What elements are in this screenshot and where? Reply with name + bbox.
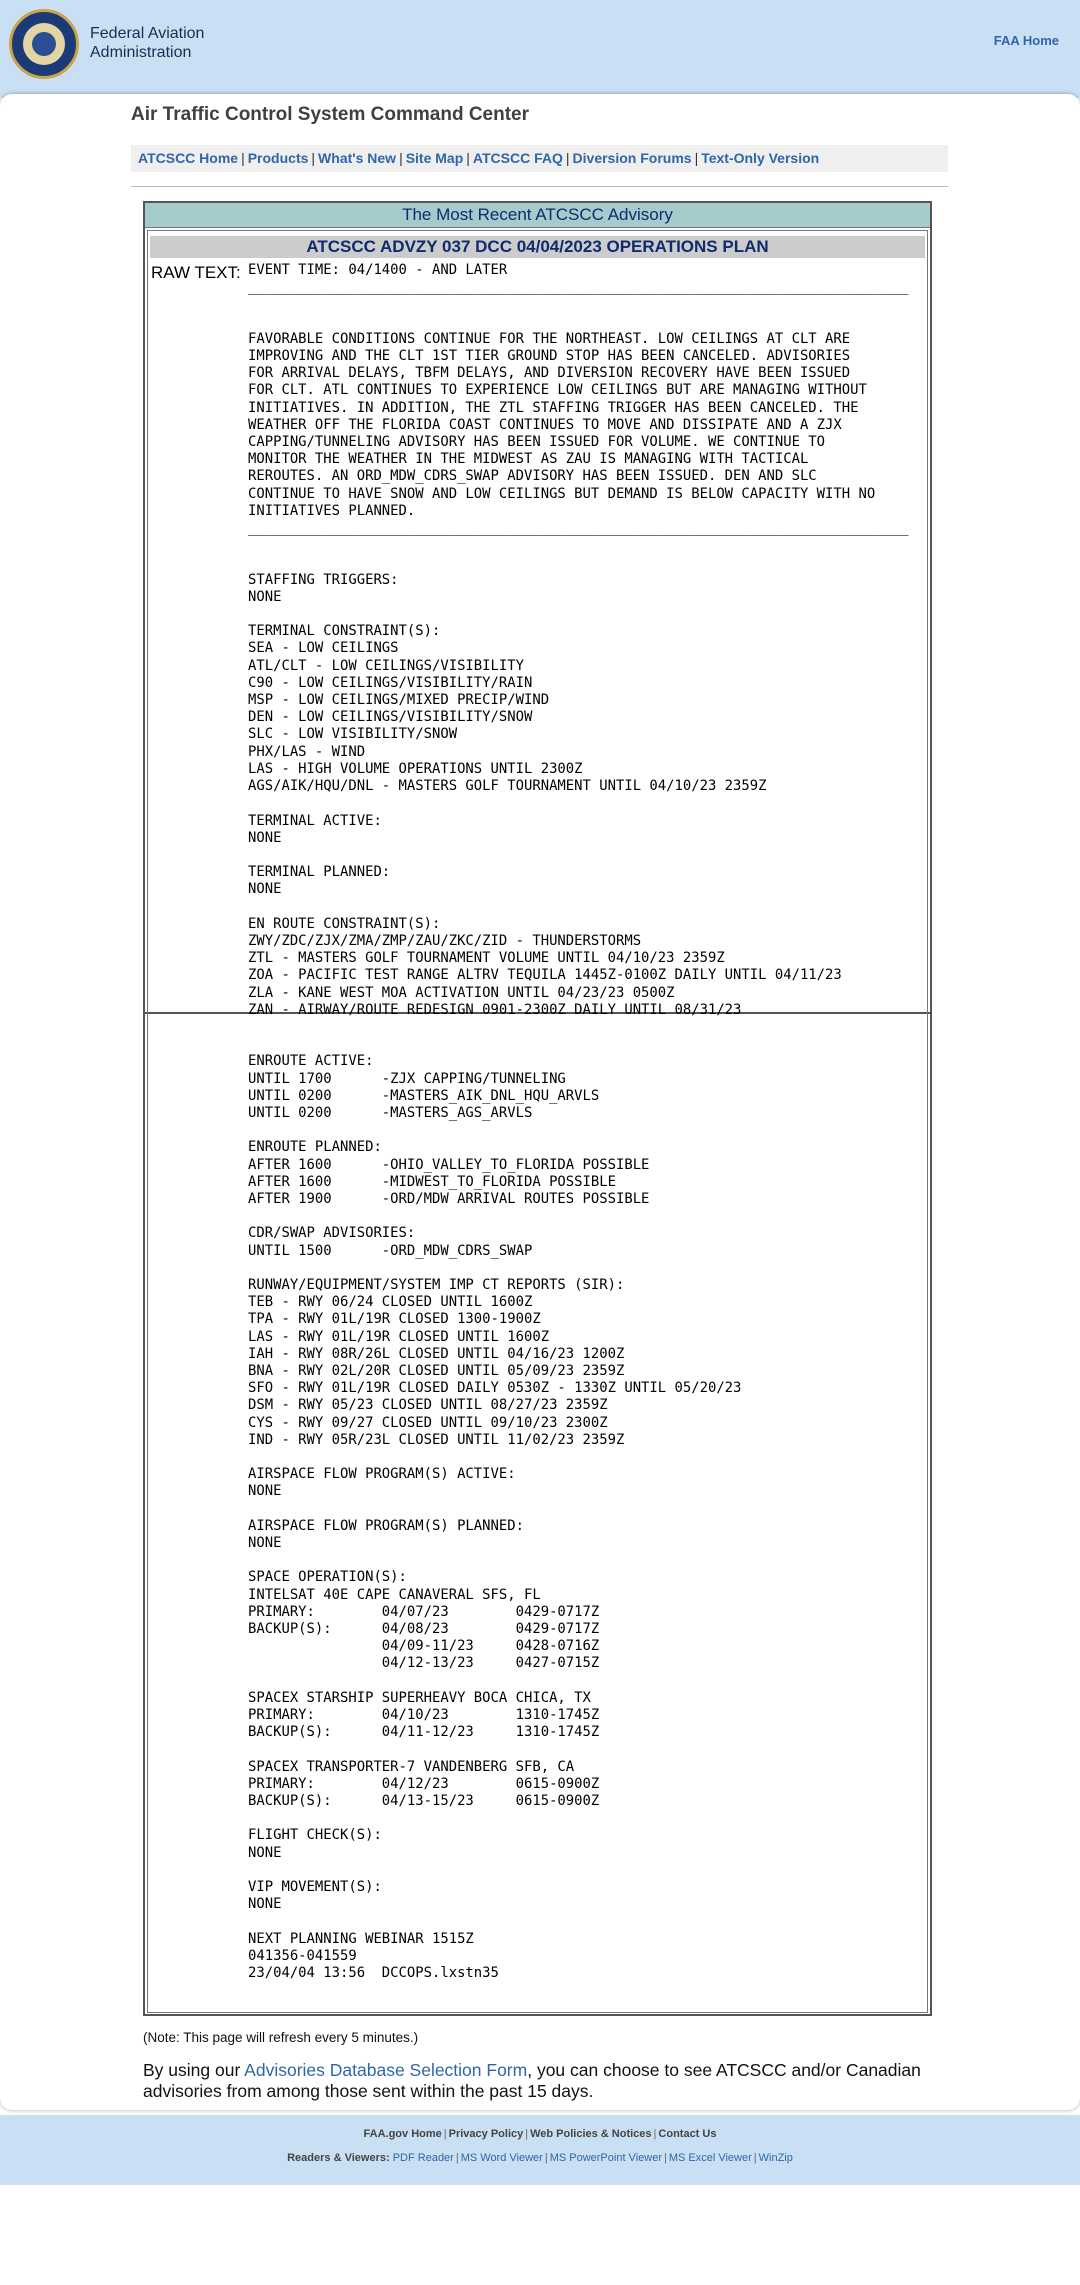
footer-separator: | xyxy=(663,2152,667,2164)
raw-text-label: RAW TEXT: xyxy=(151,263,241,282)
nav-separator: | xyxy=(311,150,316,166)
page-title: Air Traffic Control System Command Center xyxy=(131,104,530,125)
footer-separator: | xyxy=(525,2128,529,2140)
agency-name-line2: Administration xyxy=(90,44,192,61)
nav-text-only-version[interactable]: Text-Only Version xyxy=(701,150,820,166)
viewer-winzip[interactable]: WinZip xyxy=(758,2152,793,2164)
footer-faa-gov-home[interactable]: FAA.gov Home xyxy=(363,2128,442,2140)
viewer-pdf-reader[interactable]: PDF Reader xyxy=(392,2152,454,2164)
seal-core xyxy=(32,32,56,56)
advisories-database-selection-form-link[interactable]: Advisories Database Selection Form xyxy=(244,2060,528,2080)
agency-name[interactable] xyxy=(90,24,204,62)
nav-separator: | xyxy=(466,150,470,166)
viewer-ms-excel[interactable]: MS Excel Viewer xyxy=(668,2152,752,2164)
footer-separator: | xyxy=(753,2152,757,2164)
footer-separator: | xyxy=(544,2152,548,2164)
footer-links xyxy=(0,2128,1080,2140)
nav-atcscc-home[interactable]: ATCSCC Home xyxy=(138,150,239,166)
nav-atcscc-faq[interactable]: ATCSCC FAQ xyxy=(472,150,563,166)
agency-name-line1: Federal Aviation xyxy=(90,25,205,42)
footer-viewers xyxy=(0,2152,1080,2164)
horizontal-divider xyxy=(131,186,948,187)
advisory-box-title: The Most Recent ATCSCC Advisory xyxy=(145,203,930,228)
footer-privacy-policy[interactable]: Privacy Policy xyxy=(448,2128,524,2140)
footer-separator: | xyxy=(653,2128,657,2140)
site-footer xyxy=(0,2115,1080,2185)
footer-contact-us[interactable]: Contact Us xyxy=(658,2128,717,2140)
nav-products[interactable]: Products xyxy=(247,150,309,166)
footer-separator: | xyxy=(455,2152,459,2164)
selection-form-text xyxy=(143,2060,943,2102)
selection-prefix: By using our xyxy=(143,2060,245,2080)
faa-seal-logo[interactable] xyxy=(9,9,79,79)
faa-home-link[interactable]: FAA Home xyxy=(993,33,1059,48)
nav-whats-new[interactable]: What's New xyxy=(318,150,397,166)
footer-separator: | xyxy=(443,2128,447,2140)
nav-diversion-forums[interactable]: Diversion Forums xyxy=(572,150,692,166)
viewer-ms-word[interactable]: MS Word Viewer xyxy=(460,2152,543,2164)
nav-separator: | xyxy=(565,150,570,166)
selection-suffix: , you can choose to see ATCSCC and/or Canadian advisories from among those sent within the past 15 days. xyxy=(143,2060,921,2101)
refresh-note: (Note: This page will refresh every 5 minutes.) xyxy=(143,2030,419,2045)
nav-site-map[interactable]: Site Map xyxy=(405,150,464,166)
advisory-raw-text: EVENT TIME: 04/1400 - AND LATER _______________________________________________________________________________ FAVORABLE CONDITIONS CONTINUE FOR THE NORTHEAST. LOW CEILINGS AT CLT ARE IMPROVING AND THE CLT 1ST TIER GROUND STOP HAS BEEN CANCELED. ADVISORIES FOR ARRIVAL DELAYS, TBFM DELAYS, AND DIVERSION RECOVERY HAVE BEEN ISSUED FOR CLT. ATL CONTINUES TO EXPERIENCE LOW CEILINGS BUT ARE MANAGING WITHOUT INITIATIVES. IN ADDITION, THE ZTL STAFFING TRIGGER HAS BEEN CANCELED. THE WEATHER OFF THE FLORIDA COAST CONTINUES TO MOVE AND DISSIPATE AND A ZJX CAPPING/TUNNELING ADVISORY HAS BEEN ISSUED FOR VOLUME. WE CONTINUE TO MONITOR THE WEATHER IN THE MIDWEST AS ZAU IS MANAGING WITH TACTICAL REROUTES. AN ORD_MDW_CDRS_SWAP ADVISORY HAS BEEN ISSUED. DEN AND SLC CONTINUE TO HAVE SNOW AND LOW CEILINGS BUT DEMAND IS BELOW CAPACITY WITH NO INITIATIVES PLANNED. _______________________________________________________________________________ STAFFING TRIGGERS: NONE TERMINAL CONSTRAINT(S): SEA - LOW CEILINGS ATL/CLT - LOW CEILINGS/VISIBILITY C90 - LOW CEILINGS/VISIBILITY/RAIN MSP - LOW CEILINGS/MIXED PRECIP/WIND DEN - LOW CEILINGS/VISIBILITY/SNOW SLC - LOW VISIBILITY/SNOW PHX/LAS - WIND LAS - HIGH VOLUME OPERATIONS UNTIL 2300Z AGS/AIK/HQU/DNL - MASTERS GOLF TOURNAMENT UNTIL 04/10/23 2359Z TERMINAL ACTIVE: NONE TERMINAL PLANNED: NONE EN ROUTE CONSTRAINT(S): ZWY/ZDC/ZJX/ZMA/ZMP/ZAU/ZKC/ZID - THUNDERSTORMS ZTL - MASTERS GOLF TOURNAMENT VOLUME UNTIL 04/10/23 2359Z ZOA - PACIFIC TEST RANGE ALTRV TEQUILA 1445Z-0100Z DAILY UNTIL 04/11/23 ZLA - KANE WEST MOA ACTIVATION UNTIL 04/23/23 0500Z ZAN - AIRWAY/ROUTE REDESIGN 0901-2300Z DAILY UNTIL 08/31/23 ENROUTE ACTIVE: UNTIL 1700 -ZJX CAPPING/TUNNELING UNTIL 0200 -MASTERS_AIK_DNL_HQU_ARVLS UNTIL 0200 -MASTERS_AGS_ARVLS ENROUTE PLANNED: AFTER 1600 -OHIO_VALLEY_TO_FLORIDA POSSIBLE AFTER 1600 -MIDWEST_TO_FLORIDA POSSIBLE AFTER 1900 -ORD/MDW ARRIVAL ROUTES POSSIBLE CDR/SWAP ADVISORIES: UNTIL 1500 -ORD_MDW_CDRS_SWAP RUNWAY/EQUIPMENT/SYSTEM IMP CT REPORTS (SIR): TEB - RWY 06/24 CLOSED UNTIL 1600Z TPA - RWY 01L/19R CLOSED 1300-1900Z LAS - RWY 01L/19R CLOSED UNTIL 1600Z IAH - RWY 08R/26L CLOSED UNTIL 04/16/23 1200Z BNA - RWY 02L/20R CLOSED UNTIL 05/09/23 2359Z SFO - RWY 01L/19R CLOSED DAILY 0530Z - 1330Z UNTIL 05/20/23 DSM - RWY 05/23 CLOSED UNTIL 08/27/23 2359Z CYS - RWY 09/27 CLOSED UNTIL 09/10/23 2300Z IND - RWY 05R/23L CLOSED UNTIL 11/02/23 2359Z AIRSPACE FLOW PROGRAM(S) ACTIVE: NONE AIRSPACE FLOW PROGRAM(S) PLANNED: NONE SPACE OPERATION(S): INTELSAT 40E CAPE CANAVERAL SFS, FL PRIMARY: 04/07/23 0429-0717Z BACKUP(S): 04/08/23 0429-0717Z 04/09-11/23 0428-0716Z 04/12-13/23 0427-0715Z SPACEX STARSHIP SUPERHEAVY BOCA CHICA, TX PRIMARY: 04/10/23 1310-1745Z BACKUP(S): 04/11-12/23 1310-1745Z SPACEX TRANSPORTER-7 VANDENBERG SFB, CA PRIMARY: 04/12/23 0615-0900Z BACKUP(S): 04/13-15/23 0615-0900Z FLIGHT CHECK(S): NONE VIP MOVEMENT(S): NONE NEXT PLANNING WEBINAR 1515Z 041356-041559 23/04/04 13:56 DCCOPS.lxstn35 xyxy=(248,262,909,1982)
site-nav xyxy=(131,145,948,172)
footer-web-policies[interactable]: Web Policies & Notices xyxy=(530,2128,652,2140)
nav-separator: | xyxy=(694,150,699,166)
seal-inner-ring xyxy=(23,23,65,65)
advisory-subtitle: ATCSCC ADVZY 037 DCC 04/04/2023 OPERATIONS PLAN xyxy=(150,236,925,258)
nav-separator: | xyxy=(399,150,403,166)
viewers-label: Readers & Viewers: xyxy=(287,2152,390,2164)
nav-separator: | xyxy=(241,150,245,166)
viewer-ms-powerpoint[interactable]: MS PowerPoint Viewer xyxy=(549,2152,662,2164)
